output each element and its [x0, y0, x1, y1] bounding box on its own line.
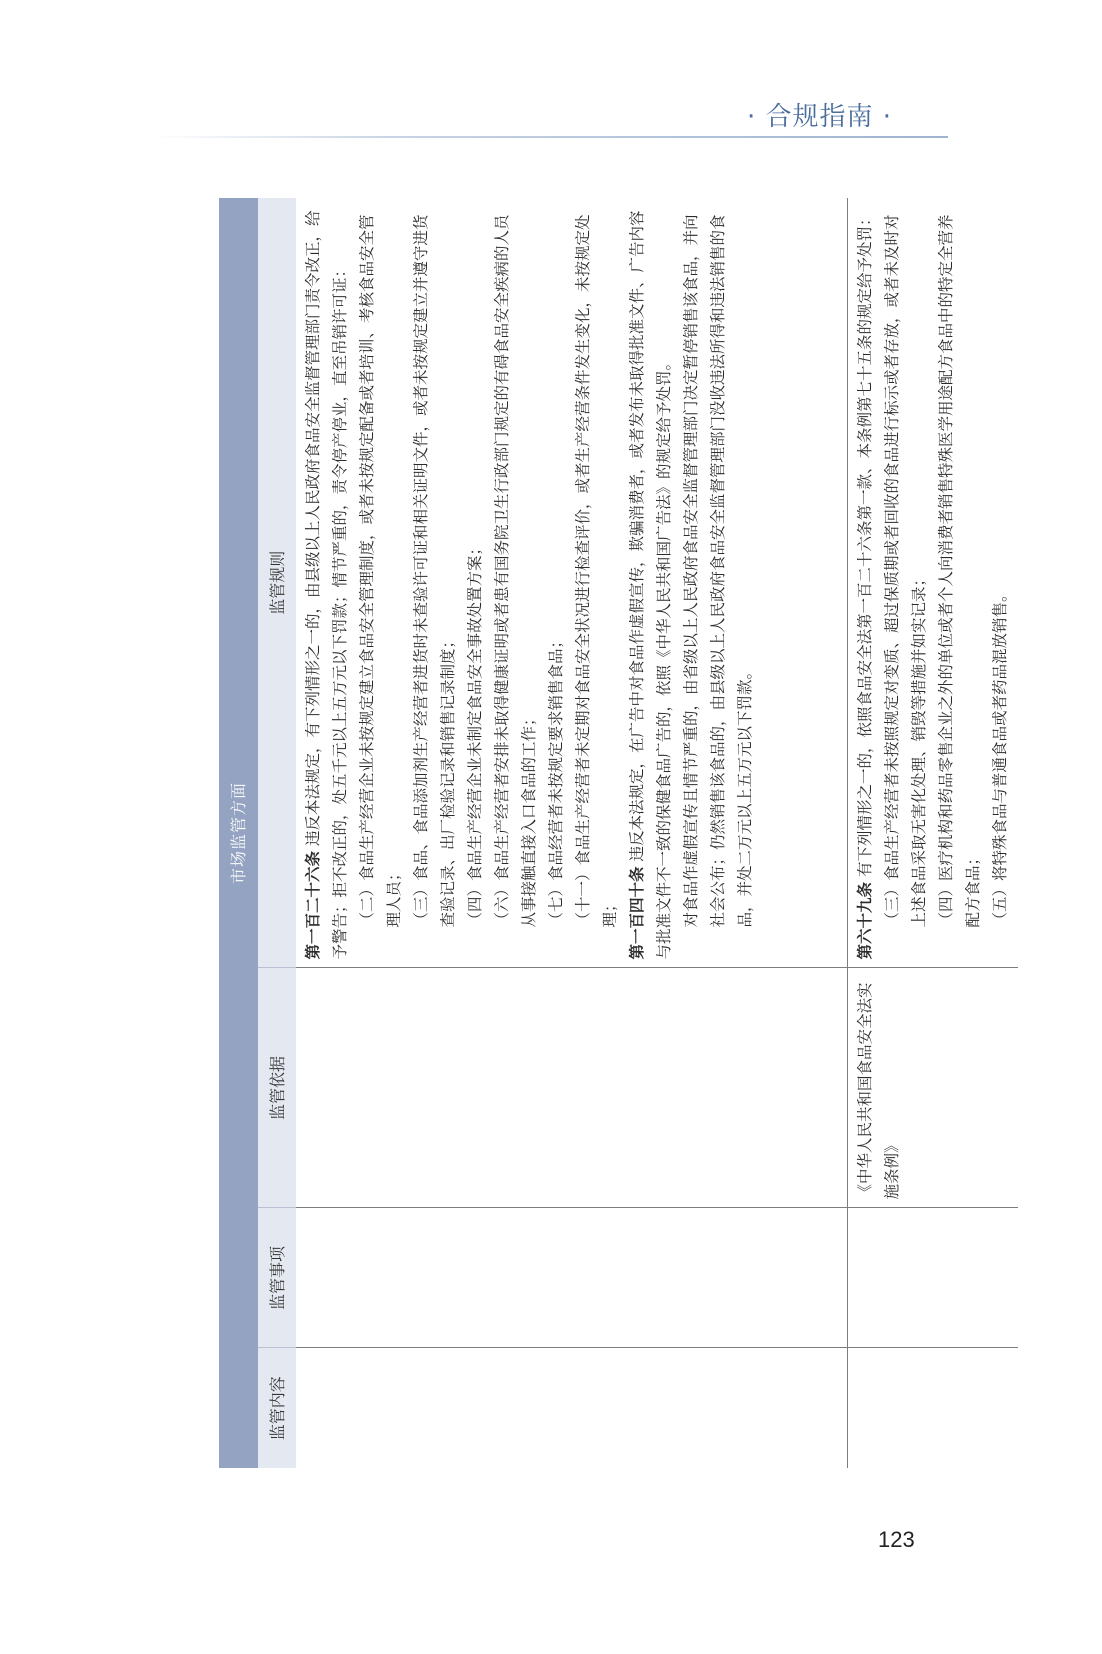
rule-item: （四）医疗机构和药品零售企业之外的单位或者个人向消费者销售特殊医学用途配方食品中的特定全营养配方食品；: [937, 214, 982, 928]
rule-item: （五）将特殊食品与普通食品或者药品混放销售。: [991, 586, 1009, 928]
rule-article: [852, 206, 879, 960]
article-text: 违反本法规定，有下列情形之一的，由县级以上人民政府食品安全监督管理部门责令改正，给予警告；拒不改正的，处五千元以上五万元以下罚款；情节严重的，责令停产停业，直至吊销许可证：: [304, 210, 349, 960]
rule-item: （六）食品生产经营者安排未取得健康证明或者患有国务院卫生行政部门规定的有碍食品安全疾病的人员从事接触直接入口食品的工作；: [493, 214, 538, 928]
column-header-basis: 监管依据: [258, 968, 296, 1208]
article-number: 第六十九条: [856, 881, 874, 960]
rule-item: （二）食品生产经营企业未按规定建立食品安全管理制度，或者未按规定配备或者培训、考核食品安全管理人员；: [358, 214, 403, 928]
rule-article: [300, 206, 354, 960]
rule-article: [624, 206, 678, 960]
regulation-table: [219, 198, 1018, 1468]
cell-rules: [848, 198, 1019, 968]
cell-content: [296, 1348, 848, 1468]
rule-item: （三）食品、食品添加剂生产经营者进货时未查验许可证和相关证明文件，或者未按规定建立并遵守进货查验记录、出厂检验记录和销售记录制度；: [412, 214, 457, 928]
cell-rules: [296, 198, 848, 968]
column-header-content: 监管内容: [258, 1348, 296, 1468]
rule-item: （十一）食品生产经营者未定期对食品安全状况进行检查评价，或者生产经营条件发生变化，未按规定处理；: [574, 214, 619, 928]
article-text: 有下列情形之一的，依照食品安全法第一百二十六条第一款、本条例第七十五条的规定给予处罚：: [856, 210, 874, 882]
article-number: 第一百二十六条: [304, 850, 322, 960]
table-row: [848, 198, 1019, 1468]
rule-item: （四）食品生产经营企业未制定食品安全事故处置方案；: [466, 539, 484, 928]
rule-item: （七）食品经营者未按规定要求销售食品；: [547, 632, 565, 928]
header-rule: [150, 136, 948, 138]
cell-item: [848, 1208, 1019, 1348]
cell-basis: [296, 968, 848, 1208]
article-text: 违反本法规定，在广告中对食品作虚假宣传，欺骗消费者，或者发布未取得批准文件、广告内容与批准文件不一致的保健食品广告的，依照《中华人民共和国广告法》的规定给予处罚。: [628, 210, 673, 960]
cell-basis: 《中华人民共和国食品安全法实施条例》: [848, 968, 1019, 1208]
table-row: [296, 198, 848, 1468]
table-band-title: 市场监管方面: [219, 198, 258, 1468]
column-header-item: 监管事项: [258, 1208, 296, 1348]
column-header-rules: 监管规则: [258, 198, 296, 968]
page-number: 123: [878, 1527, 915, 1552]
article-number: 第一百四十条: [628, 866, 646, 960]
rule-item: （三）食品生产经营者未按照规定对变质、超过保质期或者回收的食品进行标示或者存放，或者未及时对上述食品采取无害化处理、销毁等措施并如实记录；: [883, 214, 928, 928]
running-head: · 合规指南 ·: [746, 102, 892, 132]
regulation-table-rotated: [219, 198, 1009, 1468]
cell-item: [296, 1208, 848, 1348]
rule-item: 对食品作虚假宣传且情节严重的，由省级以上人民政府食品安全监督管理部门决定暂停销售该食品，并向社会公布；仍然销售该食品的，由县级以上人民政府食品安全监督管理部门没收违法所得和违法销售的食品，并处二万元以上五万元以下罚款。: [682, 214, 754, 928]
cell-content: [848, 1348, 1019, 1468]
